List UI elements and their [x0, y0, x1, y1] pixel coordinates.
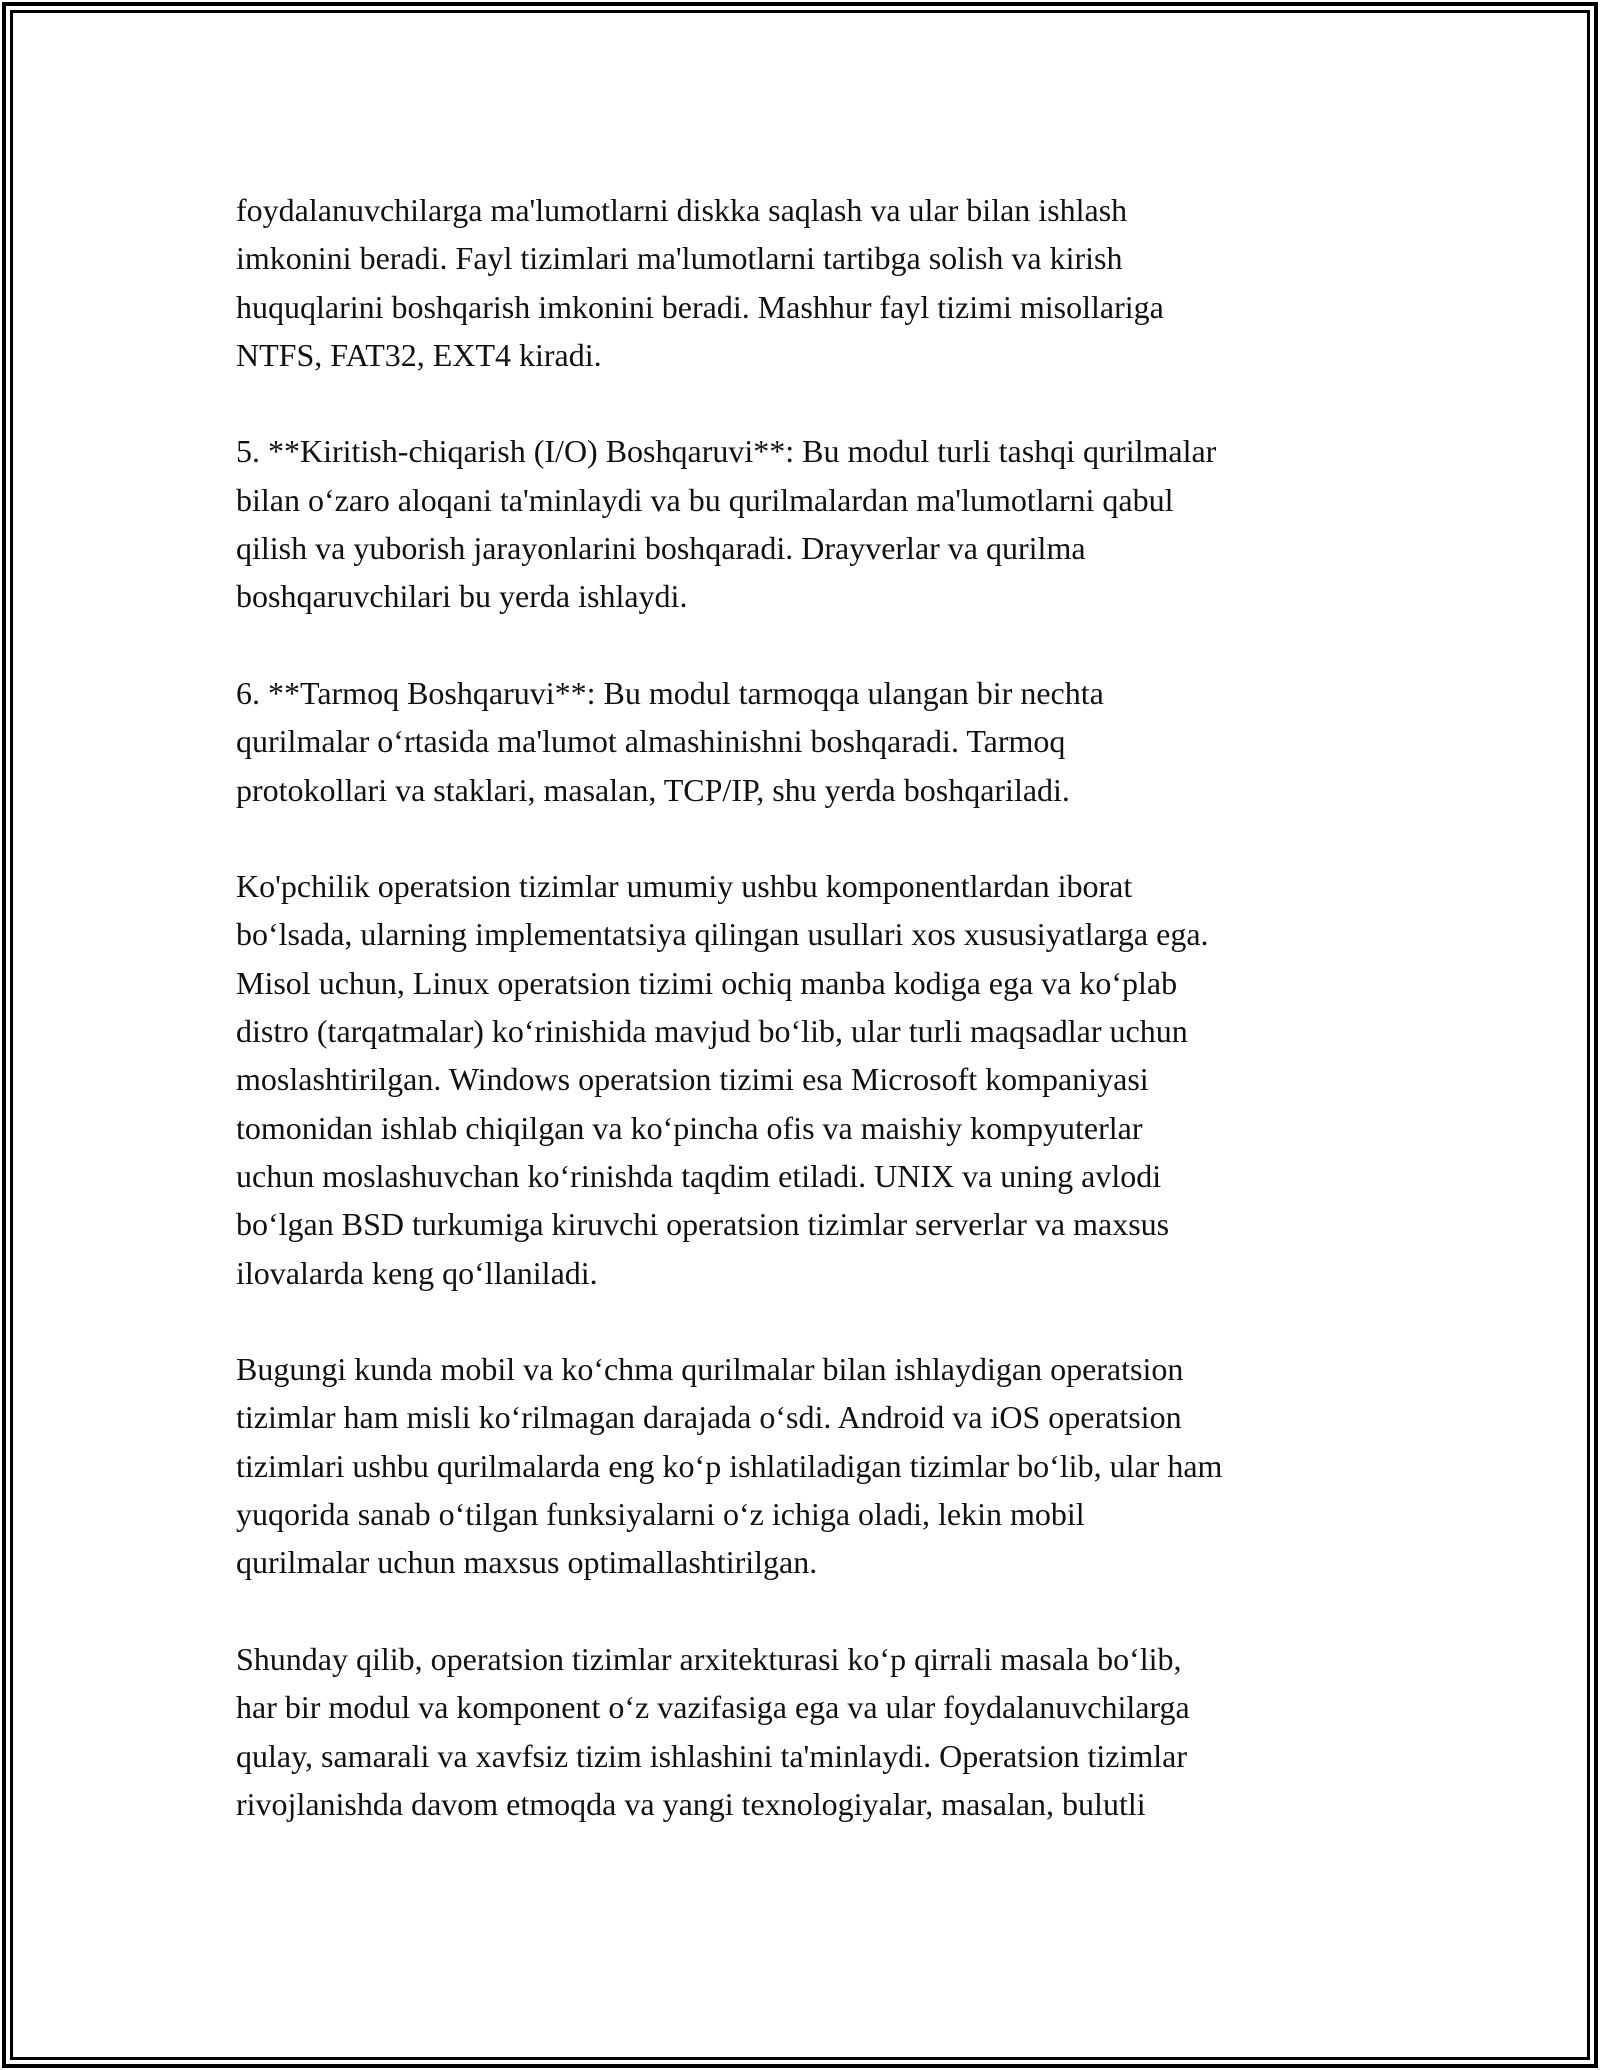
paragraph	[236, 862, 1396, 1297]
text-line: qurilmalar uchun maxsus optimallashtirilgan.	[236, 1544, 818, 1581]
paragraph-gap	[236, 1297, 1396, 1345]
text-line: tizimlari ushbu qurilmalarda eng ko‘p ishlatiladigan tizimlar bo‘lib, ular ham	[236, 1447, 1223, 1484]
paragraph	[236, 1345, 1396, 1586]
paragraph	[236, 669, 1396, 814]
text-line: boshqaruvchilari bu yerda ishlaydi.	[236, 578, 688, 615]
paragraph	[236, 186, 1396, 379]
text-line: 5. **Kiritish-chiqarish (I/O) Boshqaruvi**: Bu modul turli tashqi qurilmalar	[236, 433, 1217, 470]
paragraph-gap	[236, 814, 1396, 862]
text-line: NTFS, FAT32, EXT4 kiradi.	[236, 336, 602, 373]
text-line: bo‘lgan BSD turkumiga kiruvchi operatsion tizimlar serverlar va maxsus	[236, 1206, 1170, 1243]
text-line: rivojlanishda davom etmoqda va yangi texnologiyalar, masalan, bulutli	[236, 1785, 1146, 1822]
text-line: tomonidan ishlab chiqilgan va ko‘pincha ofis va maishiy kompyuterlar	[236, 1109, 1143, 1146]
text-line: 6. **Tarmoq Boshqaruvi**: Bu modul tarmoqqa ulangan bir nechta	[236, 674, 1104, 711]
text-line: qulay, samarali va xavfsiz tizim ishlashini ta'minlaydi. Operatsion tizimlar	[236, 1737, 1187, 1774]
text-line: yuqorida sanab o‘tilgan funksiyalarni o‘z ichiga oladi, lekin mobil	[236, 1496, 1085, 1533]
text-line: distro (tarqatmalar) ko‘rinishida mavjud bo‘lib, ular turli maqsadlar uchun	[236, 1013, 1188, 1050]
paragraph	[236, 1635, 1396, 1828]
document-body	[236, 186, 1396, 1828]
text-line: Shunday qilib, operatsion tizimlar arxitekturasi ko‘p qirrali masala bo‘lib,	[236, 1640, 1182, 1677]
text-line: qurilmalar o‘rtasida ma'lumot almashinishni boshqaradi. Tarmoq	[236, 723, 1066, 760]
paragraph	[236, 427, 1396, 620]
text-line: Bugungi kunda mobil va ko‘chma qurilmalar bilan ishlaydigan operatsion	[236, 1351, 1184, 1388]
text-line: huquqlarini boshqarish imkonini beradi. Mashhur fayl tizimi misollariga	[236, 288, 1164, 325]
text-line: bo‘lsada, ularning implementatsiya qilingan usullari xos xususiyatlarga ega.	[236, 916, 1209, 953]
text-line: uchun moslashuvchan ko‘rinishda taqdim etiladi. UNIX va uning avlodi	[236, 1157, 1162, 1194]
text-line: Ko'pchilik operatsion tizimlar umumiy ushbu komponentlardan iborat	[236, 868, 1133, 905]
text-line: ilovalarda keng qo‘llaniladi.	[236, 1254, 598, 1291]
text-line: har bir modul va komponent o‘z vazifasiga ega va ular foydalanuvchilarga	[236, 1689, 1190, 1726]
text-line: imkonini beradi. Fayl tizimlari ma'lumotlarni tartibga solish va kirish	[236, 240, 1123, 277]
text-line: tizimlar ham misli ko‘rilmagan darajada o‘sdi. Android va iOS operatsion	[236, 1399, 1182, 1436]
paragraph-gap	[236, 621, 1396, 669]
text-line: protokollari va staklari, masalan, TCP/IP, shu yerda boshqariladi.	[236, 771, 1070, 808]
paragraph-gap	[236, 379, 1396, 427]
text-line: Misol uchun, Linux operatsion tizimi ochiq manba kodiga ega va ko‘plab	[236, 964, 1178, 1001]
text-line: foydalanuvchilarga ma'lumotlarni diskka saqlash va ular bilan ishlash	[236, 192, 1128, 228]
text-line: moslashtirilgan. Windows operatsion tizimi esa Microsoft kompaniyasi	[236, 1061, 1149, 1098]
text-line: bilan o‘zaro aloqani ta'minlaydi va bu qurilmalardan ma'lumotlarni qabul	[236, 481, 1174, 518]
text-line: qilish va yuborish jarayonlarini boshqaradi. Drayverlar va qurilma	[236, 530, 1086, 567]
paragraph-gap	[236, 1587, 1396, 1635]
